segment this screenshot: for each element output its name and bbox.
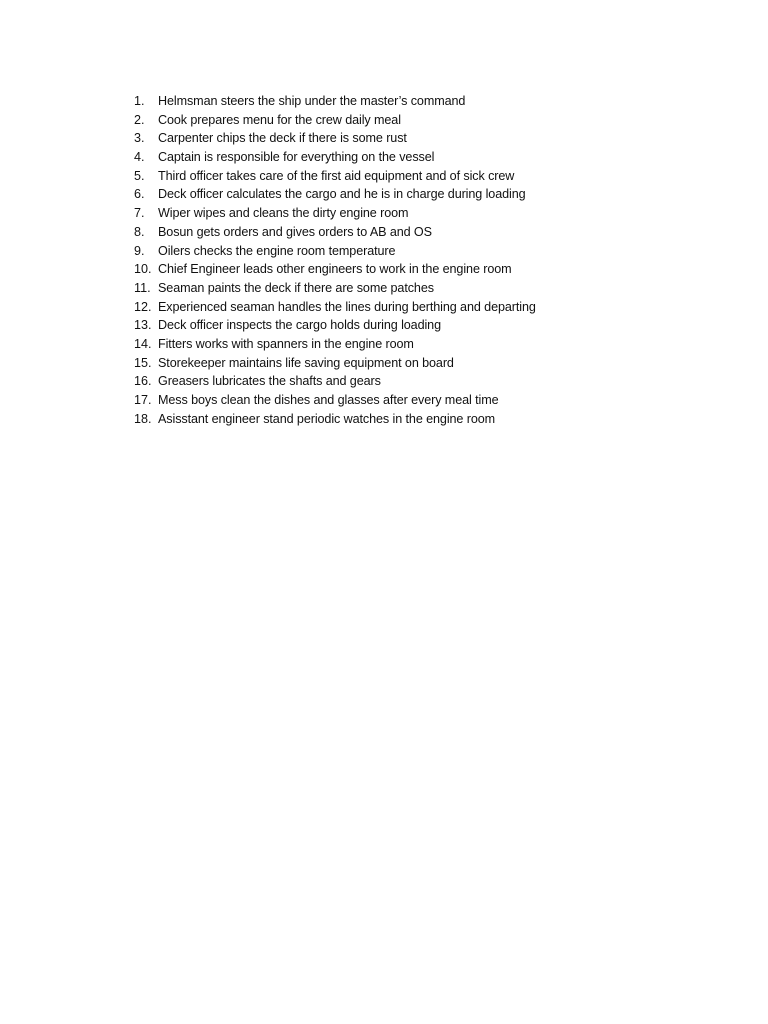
item-number: 3. [134, 131, 145, 146]
item-number: 2. [134, 112, 145, 127]
item-number: 17. [134, 393, 152, 407]
item-number: 13. [134, 318, 152, 333]
list-item [134, 148, 744, 167]
item-number: 14. [134, 336, 152, 351]
item-number: 12. [134, 299, 152, 314]
item-text: Deck officer calculates the cargo and he is in charge during loading [158, 187, 526, 202]
list-item [134, 92, 744, 111]
item-text: Greasers lubricates the shafts and gears [158, 374, 381, 389]
item-text: Chief Engineer leads other engineers to work in the engine room [158, 262, 512, 277]
item-text: Cook prepares menu for the crew daily meal [158, 112, 401, 127]
item-number: 18. [134, 411, 152, 426]
item-text: Helmsman steers the ship under the master’s command [158, 94, 466, 108]
item-text: Mess boys clean the dishes and glasses after every meal time [158, 393, 499, 407]
list-item [134, 260, 744, 279]
item-number: 5. [134, 168, 145, 183]
list-item [134, 279, 744, 298]
list-item [134, 410, 744, 429]
item-text: Carpenter chips the deck if there is some rust [158, 131, 407, 146]
list-item [134, 185, 744, 204]
item-number: 1. [134, 94, 145, 108]
item-text: Deck officer inspects the cargo holds during loading [158, 318, 441, 333]
list-item [134, 298, 744, 317]
item-text: Seaman paints the deck if there are some patches [158, 280, 434, 295]
item-number: 7. [134, 206, 145, 221]
item-text: Bosun gets orders and gives orders to AB and OS [158, 224, 432, 239]
list-item [134, 129, 744, 148]
item-text: Third officer takes care of the first aid equipment and of sick crew [158, 168, 515, 183]
list-item [134, 391, 744, 410]
item-number: 4. [134, 150, 145, 165]
item-text: Asisstant engineer stand periodic watches in the engine room [158, 411, 496, 426]
item-text: Wiper wipes and cleans the dirty engine room [158, 206, 409, 221]
item-text: Experienced seaman handles the lines during berthing and departing [158, 299, 536, 314]
list-item [134, 372, 744, 391]
list-item [134, 223, 744, 242]
item-number: 6. [134, 187, 145, 202]
crew-duties-list [134, 92, 744, 428]
list-item [134, 335, 744, 354]
list-item [134, 316, 744, 335]
item-number: 10. [134, 262, 152, 277]
item-number: 11. [134, 280, 151, 295]
list-item [134, 242, 744, 261]
item-number: 16. [134, 374, 152, 389]
list-item [134, 111, 744, 130]
item-number: 8. [134, 224, 145, 239]
item-text: Oilers checks the engine room temperature [158, 243, 396, 258]
item-number: 9. [134, 243, 145, 258]
item-text: Fitters works with spanners in the engine room [158, 336, 414, 351]
list-item [134, 204, 744, 223]
list-item [134, 354, 744, 373]
item-text: Storekeeper maintains life saving equipment on board [158, 355, 454, 370]
item-text: Captain is responsible for everything on the vessel [158, 150, 435, 165]
list-item [134, 167, 744, 186]
item-number: 15. [134, 355, 152, 370]
